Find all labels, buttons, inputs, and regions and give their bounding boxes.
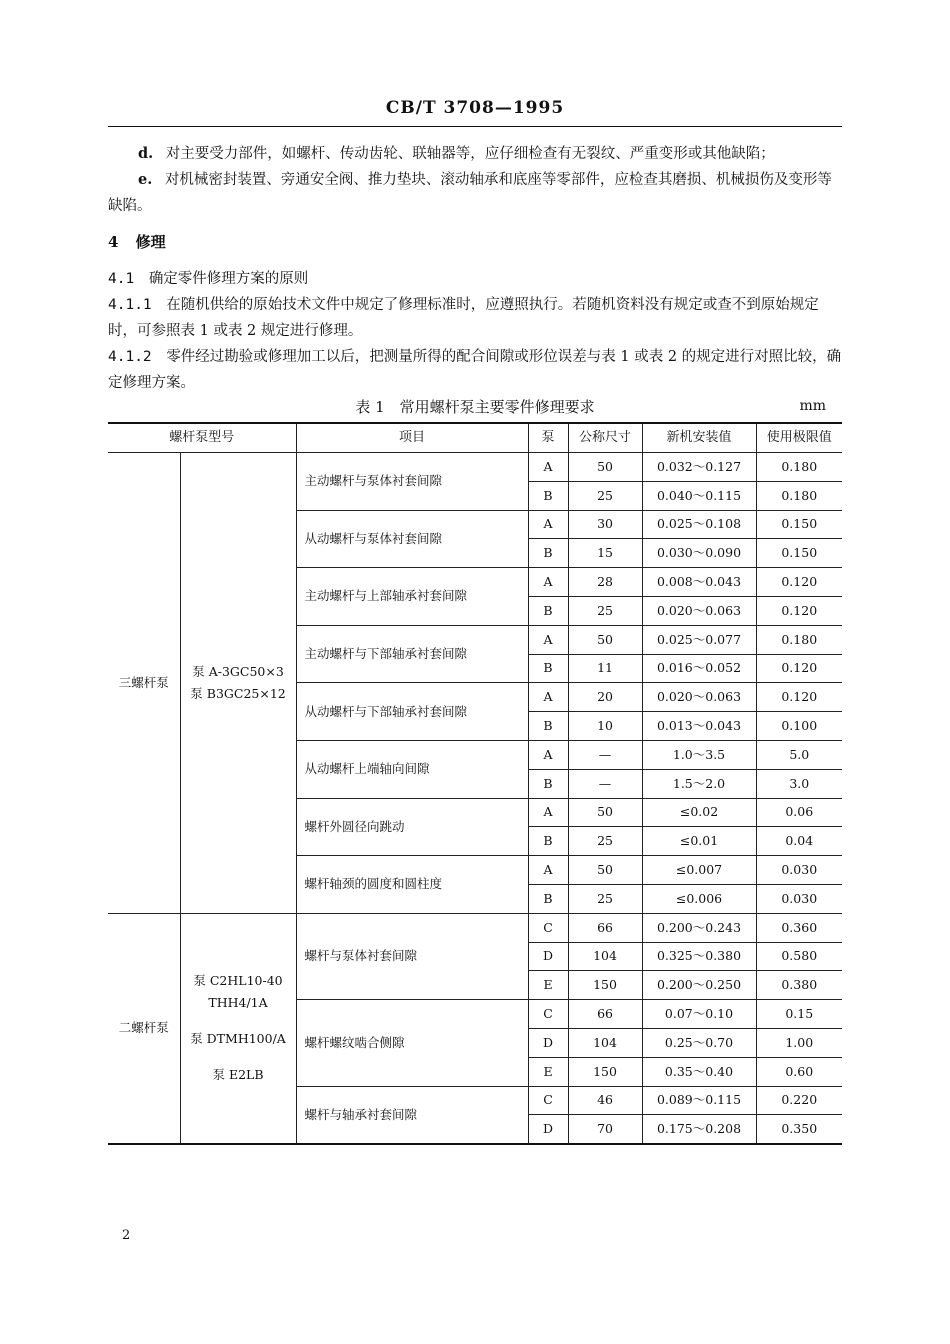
pump-model-line: 泵 B3GC25×12	[190, 685, 286, 701]
pump-code: B	[528, 596, 568, 625]
clause-4-1-1	[108, 292, 842, 344]
pump-models	[180, 453, 296, 914]
nominal-size: 46	[568, 1086, 642, 1115]
section-number: 4	[108, 233, 119, 251]
limit-value: 0.180	[756, 625, 842, 654]
nominal-size: —	[568, 740, 642, 769]
new-install-value: 0.325～0.380	[642, 942, 756, 971]
clause-4-1-2	[108, 344, 842, 396]
nominal-size: —	[568, 769, 642, 798]
pump-code: B	[528, 654, 568, 683]
item-d	[108, 141, 842, 167]
header-limit: 使用极限值	[756, 423, 842, 453]
limit-value: 0.15	[756, 1000, 842, 1029]
pump-code: B	[528, 539, 568, 568]
item-name: 螺杆轴颈的圆度和圆柱度	[296, 856, 528, 914]
nominal-size: 104	[568, 942, 642, 971]
clause-text: 确定零件修理方案的原则	[148, 271, 309, 287]
new-install-value: 0.030～0.090	[642, 539, 756, 568]
limit-value: 0.180	[756, 481, 842, 510]
limit-value: 0.120	[756, 654, 842, 683]
limit-value: 0.220	[756, 1086, 842, 1115]
pump-code: B	[528, 769, 568, 798]
pump-model-line: 泵 DTMH100/A	[190, 1031, 286, 1047]
table-row	[108, 453, 842, 482]
pump-code: D	[528, 1028, 568, 1057]
new-install-value: ≤0.01	[642, 827, 756, 856]
pump-code: A	[528, 740, 568, 769]
table-row	[108, 913, 842, 942]
item-name: 从动螺杆与下部轴承衬套间隙	[296, 683, 528, 741]
table-header-row	[108, 423, 842, 453]
item-e-label: e.	[138, 171, 153, 188]
nominal-size: 150	[568, 1057, 642, 1086]
nominal-size: 20	[568, 683, 642, 712]
header-rule	[108, 126, 842, 127]
limit-value: 0.350	[756, 1115, 842, 1144]
nominal-size: 50	[568, 453, 642, 482]
new-install-value: 0.013～0.043	[642, 712, 756, 741]
pump-code: B	[528, 884, 568, 913]
header-pump: 泵	[528, 423, 568, 453]
clause-number: 4.1.1	[108, 297, 152, 313]
nominal-size: 50	[568, 798, 642, 827]
new-install-value: 1.0～3.5	[642, 740, 756, 769]
limit-value: 0.120	[756, 568, 842, 597]
nominal-size: 28	[568, 568, 642, 597]
pump-code: A	[528, 625, 568, 654]
clause-number: 4.1	[108, 271, 135, 287]
pump-model-line: 泵 C2HL10-40	[193, 973, 283, 989]
limit-value: 5.0	[756, 740, 842, 769]
header-new-install: 新机安装值	[642, 423, 756, 453]
new-install-value: 0.032～0.127	[642, 453, 756, 482]
limit-value: 0.360	[756, 913, 842, 942]
new-install-value: ≤0.02	[642, 798, 756, 827]
new-install-value: 0.175～0.208	[642, 1115, 756, 1144]
pump-model-line: 泵 E2LB	[212, 1067, 264, 1083]
limit-value: 0.120	[756, 596, 842, 625]
item-name: 从动螺杆与泵体衬套间隙	[296, 510, 528, 568]
new-install-value: 0.008～0.043	[642, 568, 756, 597]
limit-value: 1.00	[756, 1028, 842, 1057]
nominal-size: 104	[568, 1028, 642, 1057]
pump-model-line: THH4/1A	[208, 995, 268, 1011]
item-e	[108, 167, 842, 219]
nominal-size: 50	[568, 625, 642, 654]
new-install-value: 1.5～2.0	[642, 769, 756, 798]
pump-model-line: 泵 A-3GC50×3	[192, 663, 284, 679]
clause-text: 在随机供给的原始技术文件中规定了修理标准时，应遵照执行。若随机资料没有规定或查不到原始规定时，可参照表 1 或表 2 规定进行修理。	[108, 297, 819, 339]
new-install-value: 0.089～0.115	[642, 1086, 756, 1115]
limit-value: 0.030	[756, 884, 842, 913]
item-name: 主动螺杆与下部轴承衬套间隙	[296, 625, 528, 683]
nominal-size: 66	[568, 913, 642, 942]
limit-value: 0.60	[756, 1057, 842, 1086]
pump-code: A	[528, 798, 568, 827]
item-d-label: d.	[138, 145, 154, 162]
limit-value: 0.04	[756, 827, 842, 856]
pump-code: A	[528, 510, 568, 539]
new-install-value: 0.200～0.243	[642, 913, 756, 942]
new-install-value: 0.040～0.115	[642, 481, 756, 510]
limit-value: 0.100	[756, 712, 842, 741]
limit-value: 0.150	[756, 510, 842, 539]
item-d-text: 对主要受力部件，如螺杆、传动齿轮、联轴器等，应仔细检查有无裂纹、严重变形或其他缺陷；	[165, 146, 775, 162]
new-install-value: 0.025～0.077	[642, 625, 756, 654]
pump-code: A	[528, 568, 568, 597]
pump-code: C	[528, 1086, 568, 1115]
pump-code: B	[528, 827, 568, 856]
nominal-size: 66	[568, 1000, 642, 1029]
table-unit: mm	[799, 398, 826, 414]
new-install-value: ≤0.007	[642, 856, 756, 885]
pump-code: B	[528, 481, 568, 510]
new-install-value: 0.25～0.70	[642, 1028, 756, 1057]
pump-code: A	[528, 683, 568, 712]
nominal-size: 25	[568, 596, 642, 625]
pump-code: A	[528, 856, 568, 885]
header-nominal-size: 公称尺寸	[568, 423, 642, 453]
clause-4-1	[108, 266, 842, 292]
pump-code: E	[528, 971, 568, 1000]
new-install-value: 0.020～0.063	[642, 596, 756, 625]
nominal-size: 150	[568, 971, 642, 1000]
pump-code: D	[528, 1115, 568, 1144]
nominal-size: 10	[568, 712, 642, 741]
item-e-text: 对机械密封装置、旁通安全阀、推力垫块、滚动轴承和底座等零部件，应检查其磨损、机械损伤及变形等缺陷。	[108, 172, 832, 214]
limit-value: 0.180	[756, 453, 842, 482]
nominal-size: 25	[568, 481, 642, 510]
limit-value: 3.0	[756, 769, 842, 798]
item-name: 螺杆外圆径向跳动	[296, 798, 528, 856]
limit-value: 0.380	[756, 971, 842, 1000]
new-install-value: 0.016～0.052	[642, 654, 756, 683]
clause-number: 4.1.2	[108, 349, 152, 365]
nominal-size: 30	[568, 510, 642, 539]
repair-requirements-table	[108, 422, 842, 1145]
new-install-value: 0.200～0.250	[642, 971, 756, 1000]
section-heading	[108, 231, 166, 252]
limit-value: 0.120	[756, 683, 842, 712]
header-model: 螺杆泵型号	[108, 423, 296, 453]
pump-category: 二螺杆泵	[108, 913, 180, 1144]
nominal-size: 70	[568, 1115, 642, 1144]
item-name: 主动螺杆与上部轴承衬套间隙	[296, 568, 528, 626]
nominal-size: 50	[568, 856, 642, 885]
item-name: 螺杆与轴承衬套间隙	[296, 1086, 528, 1144]
new-install-value: 0.025～0.108	[642, 510, 756, 539]
new-install-value: ≤0.006	[642, 884, 756, 913]
pump-code: D	[528, 942, 568, 971]
table-caption: 表 1 常用螺杆泵主要零件修理要求	[355, 398, 595, 416]
new-install-value: 0.07～0.10	[642, 1000, 756, 1029]
nominal-size: 15	[568, 539, 642, 568]
nominal-size: 11	[568, 654, 642, 683]
pump-code: C	[528, 1000, 568, 1029]
limit-value: 0.030	[756, 856, 842, 885]
pump-code: C	[528, 913, 568, 942]
header-item: 项目	[296, 423, 528, 453]
item-name: 主动螺杆与泵体衬套间隙	[296, 453, 528, 511]
pump-category: 三螺杆泵	[108, 453, 180, 914]
limit-value: 0.150	[756, 539, 842, 568]
pump-models	[180, 913, 296, 1144]
page-number: 2	[122, 1228, 131, 1243]
section-title: 修理	[135, 233, 166, 251]
clause-text: 零件经过勘验或修理加工以后，把测量所得的配合间隙或形位误差与表 1 或表 2 的规定进行对照比较，确定修理方案。	[108, 349, 842, 391]
item-name: 螺杆与泵体衬套间隙	[296, 913, 528, 999]
new-install-value: 0.35～0.40	[642, 1057, 756, 1086]
nominal-size: 25	[568, 884, 642, 913]
limit-value: 0.06	[756, 798, 842, 827]
new-install-value: 0.020～0.063	[642, 683, 756, 712]
item-name: 从动螺杆上端轴向间隙	[296, 740, 528, 798]
limit-value: 0.580	[756, 942, 842, 971]
nominal-size: 25	[568, 827, 642, 856]
pump-code: A	[528, 453, 568, 482]
pump-code: E	[528, 1057, 568, 1086]
standard-number: CB/T 3708—1995	[385, 98, 565, 118]
pump-code: B	[528, 712, 568, 741]
item-name: 螺杆螺纹啮合侧隙	[296, 1000, 528, 1086]
